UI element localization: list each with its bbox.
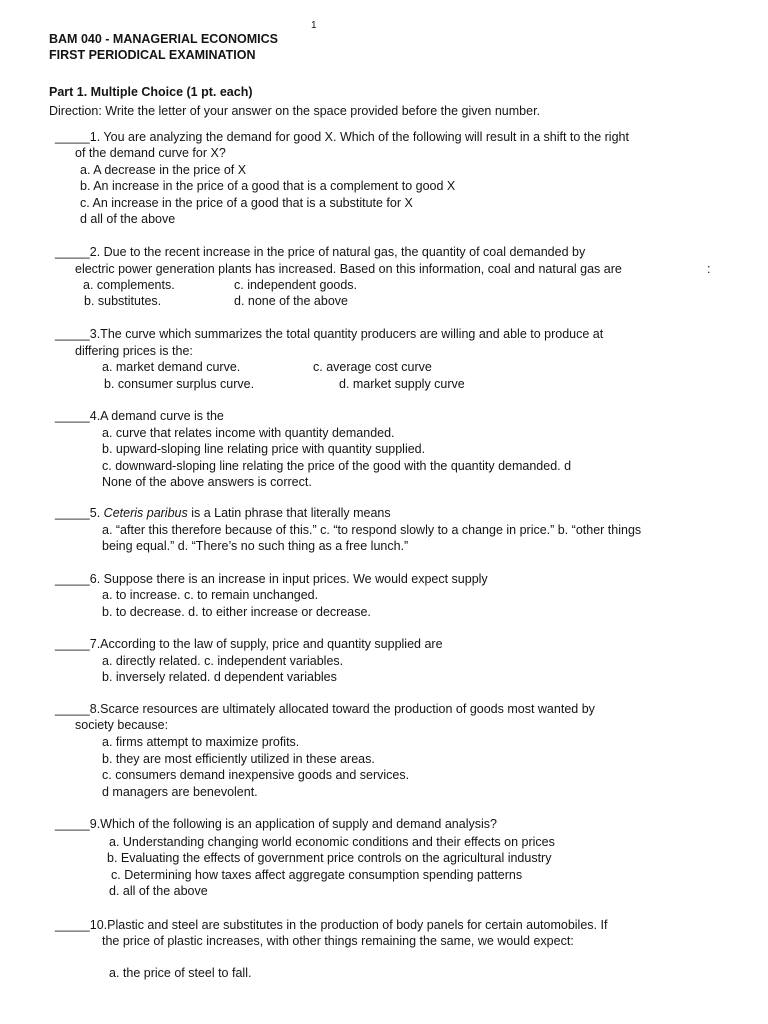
question-4-option-d: None of the above answers is correct. (102, 475, 312, 489)
question-2-option-c: c. independent goods. (234, 278, 358, 292)
course-title: BAM 040 - MANAGERIAL ECONOMICS (49, 32, 278, 46)
question-5-prefix: _____5. (55, 506, 104, 520)
part-title: Part 1. Multiple Choice (1 pt. each) (49, 85, 253, 99)
question-9-option-c: c. Determining how taxes affect aggregate consumption spending patterns (111, 868, 523, 882)
question-4-option-a: a. curve that relates income with quantity demanded. (102, 426, 395, 440)
question-3-option-a: a. market demand curve. (102, 360, 241, 374)
question-9-stem: _____9.Which of the following is an application of supply and demand analysis? (55, 817, 497, 831)
direction-text: Direction: Write the letter of your answer on the space provided before the given number. (49, 104, 541, 118)
question-2-stem: _____2. Due to the recent increase in the price of natural gas, the quantity of coal demanded by (55, 245, 586, 259)
question-1-option-c: c. An increase in the price of a good that is a substitute for X (80, 196, 413, 210)
question-5-options-line-2: being equal.” d. “There’s no such thing as a free lunch.” (102, 539, 409, 553)
question-3-stem: _____3.The curve which summarizes the total quantity producers are willing and able to produce at (55, 327, 604, 341)
question-2-option-d: d. none of the above (234, 294, 348, 308)
question-8-stem: _____8.Scarce resources are ultimately allocated toward the production of goods most wanted by (55, 702, 595, 716)
question-8-option-c: c. consumers demand inexpensive goods and services. (102, 768, 410, 782)
exam-title: FIRST PERIODICAL EXAMINATION (49, 48, 256, 62)
question-6-options-line-2: b. to decrease. d. to either increase or decrease. (102, 605, 371, 619)
question-8-option-a: a. firms attempt to maximize profits. (102, 735, 300, 749)
question-3-option-d: d. market supply curve (339, 377, 465, 391)
question-2-stem-cont: electric power generation plants has increased. Based on this information, coal and natural gas are (75, 262, 622, 276)
question-6-options-line-1: a. to increase. c. to remain unchanged. (102, 588, 319, 602)
question-6-stem: _____6. Suppose there is an increase in input prices. We would expect supply (55, 572, 488, 586)
question-10-stem-cont: the price of plastic increases, with other things remaining the same, we would expect: (102, 934, 574, 948)
question-9-option-d: d. all of the above (109, 884, 208, 898)
page-number: 1 (311, 20, 317, 31)
question-5-stem-rest: is a Latin phrase that literally means (187, 506, 391, 520)
question-3-option-c: c. average cost curve (313, 360, 432, 374)
question-7-options-line-2: b. inversely related. d dependent variables (102, 670, 337, 684)
question-9-option-b: b. Evaluating the effects of government price controls on the agricultural industry (107, 851, 552, 865)
question-1-stem-cont: of the demand curve for X? (75, 146, 226, 160)
question-2-option-b: b. substitutes. (84, 294, 162, 308)
question-2-option-a: a. complements. (83, 278, 175, 292)
question-7-stem: _____7.According to the law of supply, price and quantity supplied are (55, 637, 443, 651)
question-7-options-line-1: a. directly related. c. independent variables. (102, 654, 344, 668)
question-1-option-b: b. An increase in the price of a good that is a complement to good X (80, 179, 456, 193)
question-9-option-a: a. Understanding changing world economic conditions and their effects on prices (109, 835, 555, 849)
question-4-option-c: c. downward-sloping line relating the price of the good with the quantity demanded. d (102, 459, 572, 473)
question-5-italic-term: Ceteris paribus (103, 506, 188, 520)
question-10-option-a: a. the price of steel to fall. (109, 966, 252, 980)
question-8-option-d: d managers are benevolent. (102, 785, 258, 799)
question-5-stem (55, 505, 391, 521)
question-4-stem: _____4.A demand curve is the (55, 409, 224, 423)
question-1-option-d: d all of the above (80, 212, 176, 226)
question-4-option-b: b. upward-sloping line relating price with quantity supplied. (102, 442, 426, 456)
question-8-stem-cont: society because: (75, 718, 169, 732)
question-5-options-line-1: a. “after this therefore because of this.” c. “to respond slowly to a change in price.” b. “other things (102, 523, 642, 537)
question-8-option-b: b. they are most efficiently utilized in these areas. (102, 752, 375, 766)
question-3-option-b: b. consumer surplus curve. (104, 377, 255, 391)
question-3-stem-cont: differing prices is the: (75, 344, 193, 358)
question-2-colon: : (707, 262, 711, 276)
question-1-stem: _____1. You are analyzing the demand for good X. Which of the following will result in a shift to the right (55, 130, 629, 144)
question-1-option-a: a. A decrease in the price of X (80, 163, 247, 177)
question-10-stem: _____10.Plastic and steel are substitutes in the production of body panels for certain automobiles. If (55, 918, 608, 932)
